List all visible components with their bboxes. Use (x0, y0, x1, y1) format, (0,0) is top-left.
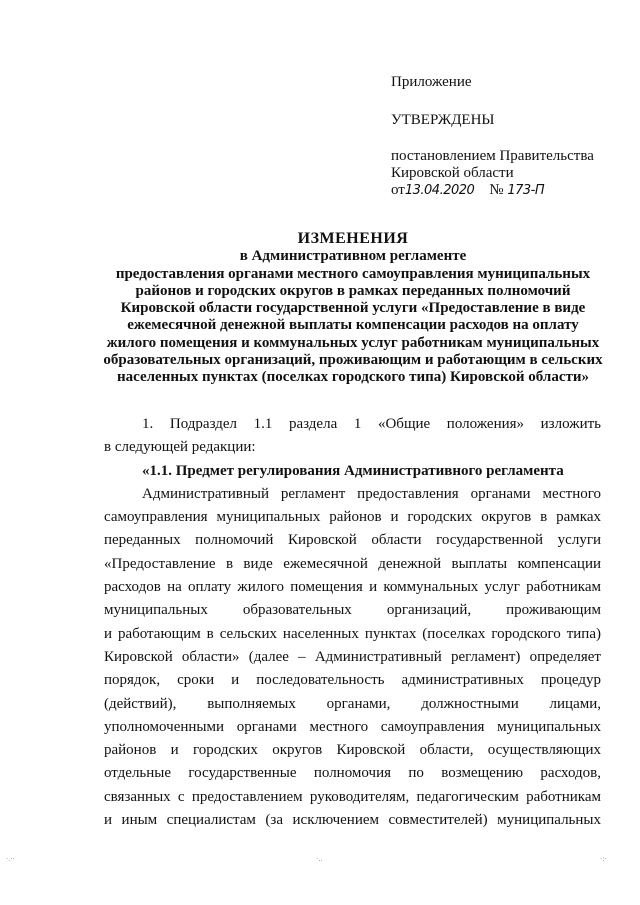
document-body (104, 413, 601, 832)
body-line: 1. Подраздел 1.1 раздела 1 «Общие положения» изложить (142, 416, 601, 432)
section-heading: «1.1. Предмет регулирования Административного регламента (142, 462, 564, 479)
body-line: отдельные государственные полномочия по возмещению расходов, (104, 765, 601, 782)
decree-line-2: Кировской области (391, 165, 514, 181)
body-line: Административный регламент предоставления органами местного (142, 485, 601, 502)
body-line: (действий), выполняемых органами, должностными лицами, (104, 695, 601, 712)
body-line: Кировской области» (далее – Административный регламент) определяет (104, 648, 601, 665)
body-line: и иным специалистам (за исключением совместителей) муниципальных (104, 812, 601, 829)
title-line: ежемесячной денежной выплаты компенсации расходов на оплату (127, 317, 579, 334)
body-line: районов и городских округов Кировской области, осуществляющих (104, 742, 601, 759)
body-line: «Предоставление в виде ежемесячной денежной выплаты компенсации (104, 555, 601, 572)
body-line: расходов на оплату жилого помещения и коммунальных услуг работникам (104, 579, 601, 596)
scan-mark: ·:· (600, 855, 607, 863)
scan-mark: ·.. (316, 855, 323, 863)
scan-mark: ·.·· (6, 855, 15, 863)
body-line: самоуправления муниципальных районов и городских округов в рамках (104, 509, 601, 526)
title-line: в Административном регламенте (239, 248, 467, 265)
handwritten-date: 13.04.2020 (404, 183, 475, 198)
number-prefix: № (489, 182, 504, 198)
document-title (96, 230, 610, 387)
approved-label: УТВЕРЖДЕНЫ (391, 112, 495, 128)
title-line: Кировской области государственной услуги «Предоставление в виде (120, 300, 586, 317)
body-line: связанных с предоставлением руководителям, педагогическим работникам (104, 788, 601, 805)
approval-block (391, 74, 621, 199)
date-prefix: от (391, 182, 405, 198)
body-line: переданных полномочий Кировской области государственной услуги (104, 532, 601, 549)
handwritten-number: 173-П (507, 183, 545, 198)
date-number-line (391, 182, 621, 199)
body-line: в следующей редакции: (104, 439, 256, 456)
title-line: образовательных организаций, проживающим и работающим в сельских (103, 352, 603, 369)
body-line: муниципальных образовательных организаций, проживающим (104, 602, 601, 619)
body-line: порядок, сроки и последовательность административных процедур (104, 672, 601, 689)
scan-marks (0, 855, 640, 875)
title-line: районов и городских округов в рамках переданных полномочий (135, 282, 571, 299)
decree-line-1: постановлением Правительства (391, 148, 594, 164)
title-line: населенных пунктах (поселках городского типа) Кировской области» (116, 369, 589, 386)
title-main: ИЗМЕНЕНИЯ (297, 230, 409, 247)
title-line: жилого помещения и коммунальных услуг работникам муниципальных (106, 334, 600, 351)
appendix-label: Приложение (391, 74, 472, 90)
body-line: и работающим в сельских населенных пунктах (поселках городского типа) (104, 625, 601, 642)
title-line: предоставления органами местного самоуправления муниципальных (115, 265, 591, 282)
body-line: уполномоченными органами местного самоуправления муниципальных (104, 718, 601, 735)
